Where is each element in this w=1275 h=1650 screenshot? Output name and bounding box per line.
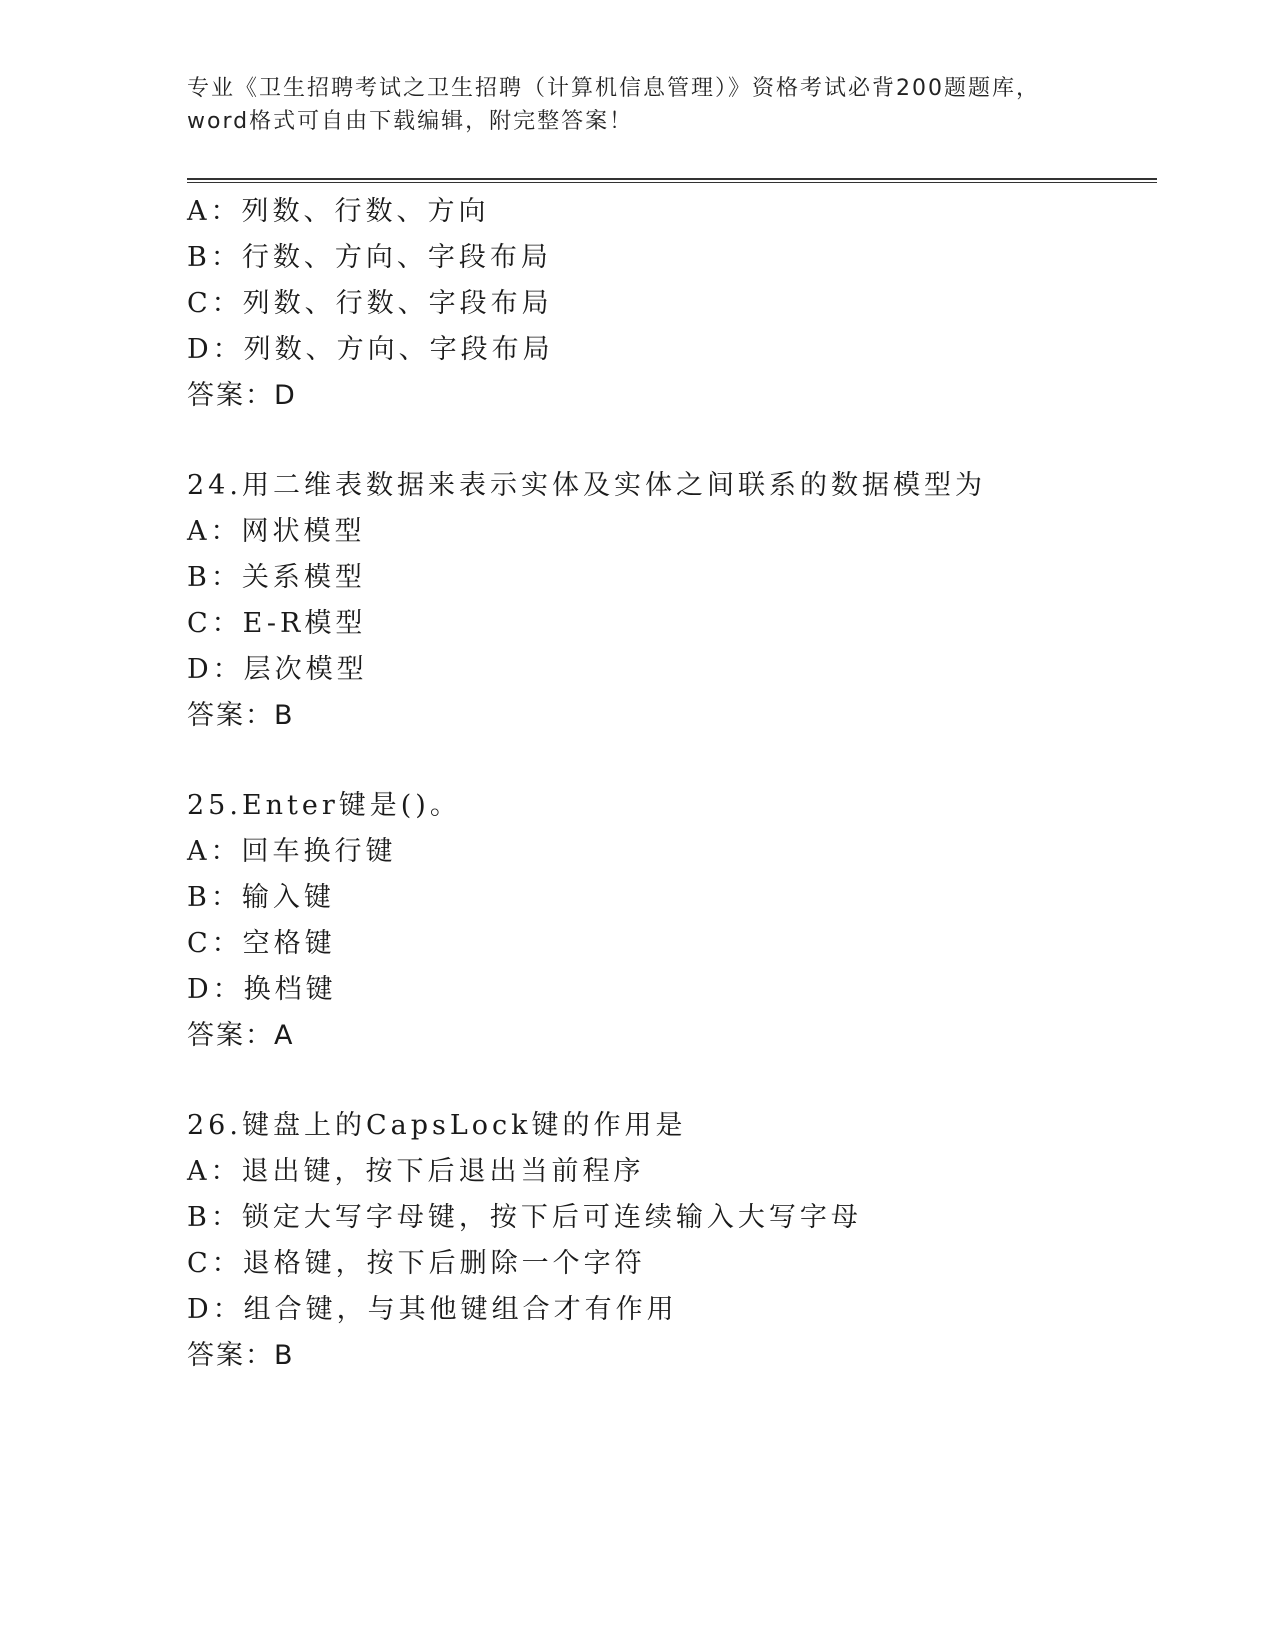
option-d: D：列数、方向、字段布局 [187,334,554,365]
header-divider [187,178,1157,183]
answer: 答案：D [187,380,297,411]
option-a: A：网状模型 [187,516,366,547]
option-d: D：换档键 [187,974,337,1005]
option-b: B：行数、方向、字段布局 [187,242,552,273]
spacer [187,419,1187,463]
header-line-2: word格式可自由下载编辑，附完整答案！ [187,109,634,134]
option-c: C：列数、行数、字段布局 [187,288,553,319]
option-d: D：层次模型 [187,654,368,685]
answer: 答案：A [187,1020,295,1051]
option-d: D：组合键，与其他键组合才有作用 [187,1294,678,1325]
question-25 [187,783,1187,1059]
option-b: B：锁定大写字母键，按下后可连续输入大写字母 [187,1202,862,1233]
question-text: 26.键盘上的CapsLock键的作用是 [187,1110,687,1141]
option-b: B：关系模型 [187,562,366,593]
spacer [187,739,1187,783]
question-list [187,189,1187,1379]
option-c: C：空格键 [187,928,336,959]
option-a: A：回车换行键 [187,836,397,867]
question-23 [187,189,1187,419]
option-a: A：退出键，按下后退出当前程序 [187,1156,645,1187]
header-line-1: 专业《卫生招聘考试之卫生招聘（计算机信息管理）》资格考试必背200题题库， [187,76,1040,101]
question-26 [187,1103,1187,1379]
page-header [187,72,1087,138]
question-24 [187,463,1187,739]
option-c: C：E-R模型 [187,608,367,639]
answer: 答案：B [187,1340,295,1371]
answer: 答案：B [187,700,295,731]
option-c: C：退格键，按下后删除一个字符 [187,1248,646,1279]
option-b: B：输入键 [187,882,335,913]
spacer [187,1059,1187,1103]
question-text: 25.Enter键是()。 [187,790,461,821]
question-text: 24.用二维表数据来表示实体及实体之间联系的数据模型为 [187,470,986,501]
option-a: A：列数、行数、方向 [187,196,490,227]
